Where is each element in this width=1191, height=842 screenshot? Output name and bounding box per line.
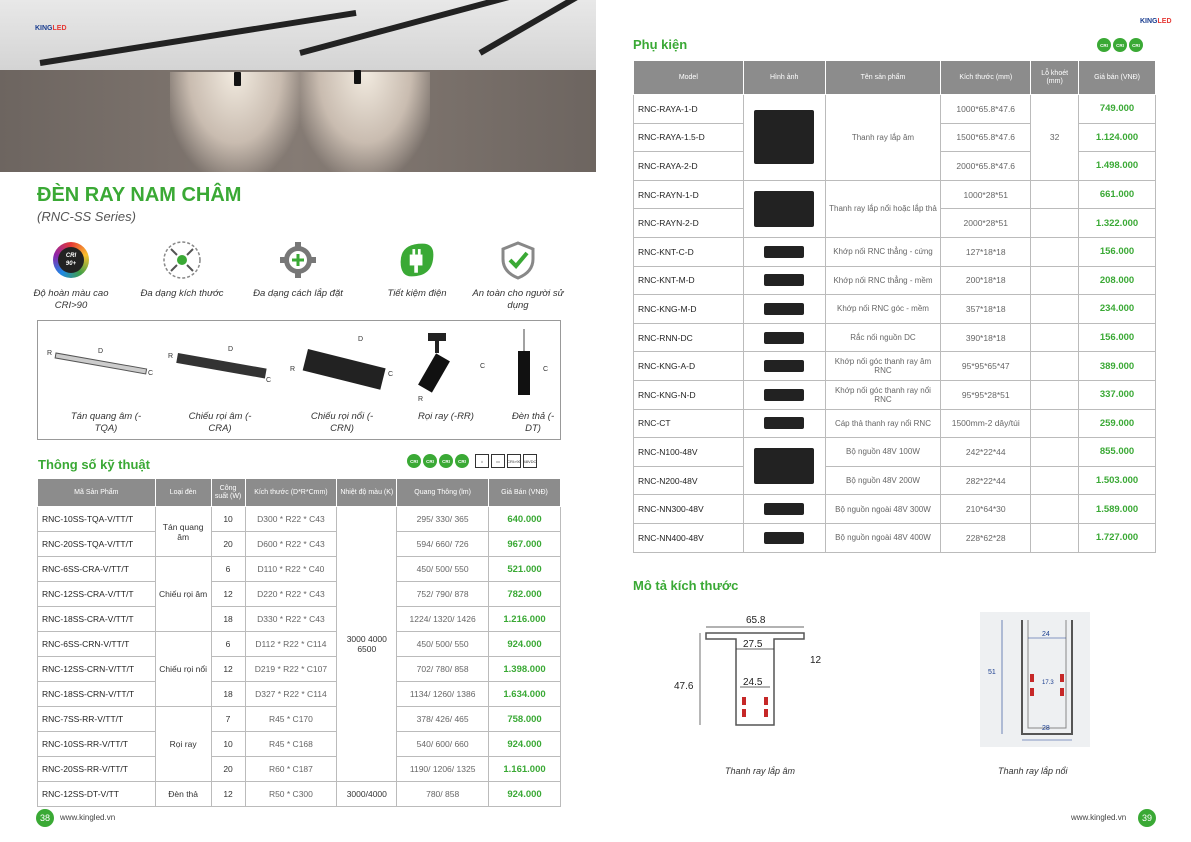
size-cell: R45 * C168 (245, 732, 337, 757)
price-cell: 1.398.000 (489, 657, 561, 682)
size-cell: 210*64*30 (941, 495, 1031, 524)
model-cell: RNC-RNN-DC (634, 323, 744, 352)
power-cell: 20 (211, 757, 245, 782)
svg-text:24: 24 (1042, 631, 1050, 638)
spec-row (38, 532, 561, 557)
shield-check-icon (498, 240, 538, 280)
cra-image (168, 346, 271, 384)
price-cell: 924.000 (489, 632, 561, 657)
cutout-cell (1031, 237, 1079, 266)
power-cell: 12 (211, 582, 245, 607)
price-cell: 208.000 (1079, 266, 1156, 295)
cct-cell: 3000/4000 (337, 782, 397, 807)
svg-text:R: R (47, 350, 53, 357)
product-name-cell: Thanh ray lắp nổi hoặc lắp thả (825, 180, 941, 237)
size-cell: D219 * R22 * C107 (245, 657, 337, 682)
accessory-row (634, 409, 1156, 438)
power-cell: 10 (211, 507, 245, 532)
price-cell: 156.000 (1079, 323, 1156, 352)
dt-image (518, 329, 548, 395)
eco-badge-icon: CRI (455, 454, 469, 468)
spec-row (38, 557, 561, 582)
size-cell: 357*18*18 (941, 295, 1031, 324)
model-cell: RNC-RAYA-1-D (634, 95, 744, 124)
spec-row (38, 507, 561, 532)
size-cell: 1000*65.8*47.6 (941, 95, 1031, 124)
caption-surface: Thanh ray lắp nổi (998, 766, 1068, 776)
lumen-cell: 1224/ 1320/ 1426 (397, 607, 489, 632)
svg-text:65.8: 65.8 (746, 615, 766, 626)
price-cell: 234.000 (1079, 295, 1156, 324)
size-cell: 200*18*18 (941, 266, 1031, 295)
external-driver-image (743, 495, 825, 524)
spec-row (38, 682, 561, 707)
cutout-cell (1031, 352, 1079, 381)
power-cell: 12 (211, 657, 245, 682)
cutout-cell (1031, 380, 1079, 409)
model-cell: RNC-KNG-A-D (634, 352, 744, 381)
website-left: www.kingled.vn (60, 813, 116, 822)
model-cell: RNC-6SS-CRA-V/TT/T (38, 557, 156, 582)
lumen-cell: 450/ 500/ 550 (397, 632, 489, 657)
size-cell: 2000*65.8*47.6 (941, 152, 1031, 181)
corner-recessed-image (743, 352, 825, 381)
price-cell: 1.498.000 (1079, 152, 1156, 181)
eco-badge-icon: CRI (1113, 38, 1127, 52)
model-cell: RNC-18SS-CRA-V/TT/T (38, 607, 156, 632)
power-cell: 18 (211, 607, 245, 632)
accessory-row (634, 438, 1156, 467)
price-cell: 1.161.000 (489, 757, 561, 782)
price-cell: 749.000 (1079, 95, 1156, 124)
feature-safety: An toàn cho người sử dụng (463, 240, 573, 312)
caption-recessed: Thanh ray lắp âm (725, 766, 796, 776)
size-cell: R50 * C300 (245, 782, 337, 807)
cutout-cell (1031, 438, 1079, 467)
size-cell: 95*95*65*47 (941, 352, 1031, 381)
svg-text:C: C (543, 366, 549, 373)
model-cell: RNC-N100-48V (634, 438, 744, 467)
svg-text:24.5: 24.5 (743, 677, 763, 688)
svg-text:C: C (388, 371, 394, 378)
external-driver-image (743, 523, 825, 552)
price-cell: 337.000 (1079, 380, 1156, 409)
price-cell: 156.000 (1079, 237, 1156, 266)
accessory-row (634, 466, 1156, 495)
model-cell: RNC-18SS-CRN-V/TT/T (38, 682, 156, 707)
variant-rr: Rọi ray (-RR) (418, 411, 474, 422)
brand-logo-right: KINGLED (1140, 18, 1172, 25)
power-cell: 7 (211, 707, 245, 732)
accessory-row (634, 352, 1156, 381)
model-cell: RNC-CT (634, 409, 744, 438)
website-right: www.kingled.vn (1071, 813, 1127, 822)
model-cell: RNC-6SS-CRN-V/TT/T (38, 632, 156, 657)
arrows-in-icon (162, 240, 202, 280)
variant-tqa: Tán quang âm (-TQA) (70, 411, 142, 434)
svg-text:27.5: 27.5 (743, 639, 763, 650)
size-cell: D220 * R22 * C43 (245, 582, 337, 607)
price-cell: 1.503.000 (1079, 466, 1156, 495)
svg-text:R: R (418, 396, 424, 401)
svg-text:47.6: 47.6 (674, 681, 694, 692)
feature-install: Đa dạng cách lắp đặt (243, 240, 353, 300)
model-cell: RNC-KNG-M-D (634, 295, 744, 324)
price-cell: 924.000 (489, 782, 561, 807)
svg-text:D: D (358, 336, 364, 343)
size-cell: 242*22*44 (941, 438, 1031, 467)
house-icon: ⌂ (475, 454, 489, 468)
price-cell: 389.000 (1079, 352, 1156, 381)
voltage-box-icon: 48VDC (523, 454, 537, 468)
accessory-row (634, 95, 1156, 124)
size-cell: 127*18*18 (941, 237, 1031, 266)
straight-connector-image (743, 237, 825, 266)
lumen-cell: 780/ 858 (397, 782, 489, 807)
size-cell: D110 * R22 * C40 (245, 557, 337, 582)
svg-text:28: 28 (1042, 725, 1050, 732)
variant-cra: Chiếu rọi âm (-CRA) (188, 411, 252, 434)
model-cell: RNC-RAYA-2-D (634, 152, 744, 181)
price-cell: 967.000 (489, 532, 561, 557)
lumen-cell: 1190/ 1206/ 1325 (397, 757, 489, 782)
eco-badge-icon: CRI (1129, 38, 1143, 52)
lumen-cell: 1134/ 1260/ 1386 (397, 682, 489, 707)
eco-badge-icon: CRI (407, 454, 421, 468)
spec-row (38, 582, 561, 607)
accessories-header-row: Model Hình ảnh Tên sản phẩm Kích thước (mm) Lỗ khoét (mm) Giá bán (VNĐ) (634, 61, 1156, 95)
cri-icon: CRI 90+ (58, 247, 84, 273)
spec-section-title: Thông số kỹ thuật (38, 457, 150, 472)
type-cell: Đèn thả (155, 782, 211, 807)
size-cell: 95*95*28*51 (941, 380, 1031, 409)
product-name-cell: Khớp nối RNC thẳng - mềm (825, 266, 941, 295)
size-cell: 228*62*28 (941, 523, 1031, 552)
product-name-cell: Bộ nguồn 48V 200W (825, 466, 941, 495)
svg-text:R: R (290, 366, 296, 373)
surface-rail-drawing (980, 612, 1090, 747)
flex-connector-image (743, 266, 825, 295)
accessories-table (633, 60, 1156, 553)
spec-header-row: Mã Sản Phẩm Loại đèn Công suất (W) Kích thước (D*R*Cmm) Nhiệt độ màu (K) Quang Thông (lm) Giá Bán (VNĐ) (38, 479, 561, 507)
power-cell: 20 (211, 532, 245, 557)
product-name-cell: Khớp nối góc thanh ray âm RNC (825, 352, 941, 381)
page-number-left: 38 (36, 809, 54, 827)
accessories-title: Phụ kiện (633, 37, 688, 52)
size-cell: D600 * R22 * C43 (245, 532, 337, 557)
model-cell: RNC-12SS-DT-V/TT (38, 782, 156, 807)
accessory-row (634, 295, 1156, 324)
svg-text:C: C (480, 363, 486, 370)
crn-image (290, 336, 393, 390)
accessory-row (634, 323, 1156, 352)
cutout-cell (1031, 180, 1079, 209)
model-cell: RNC-KNT-M-D (634, 266, 744, 295)
model-cell: RNC-KNG-N-D (634, 380, 744, 409)
series-subtitle: (RNC-SS Series) (37, 209, 136, 224)
model-cell: RNC-10SS-RR-V/TT/T (38, 732, 156, 757)
spec-row (38, 732, 561, 757)
product-name-cell: Bộ nguồn ngoài 48V 400W (825, 523, 941, 552)
gear-plus-icon (278, 240, 318, 280)
power-cell: 12 (211, 782, 245, 807)
type-cell: Chiếu rọi âm (155, 557, 211, 632)
power-cell: 10 (211, 732, 245, 757)
rail-recessed-image (743, 95, 825, 181)
type-cell: Tán quang âm (155, 507, 211, 557)
page-number-right: 39 (1138, 809, 1156, 827)
cutout-cell (1031, 495, 1079, 524)
size-cell: D112 * R22 * C114 (245, 632, 337, 657)
accessory-row (634, 237, 1156, 266)
hero-photo (0, 0, 596, 172)
spec-row (38, 632, 561, 657)
svg-text:C: C (148, 370, 154, 377)
size-cell: D330 * R22 * C43 (245, 607, 337, 632)
model-cell: RNC-12SS-CRN-V/TT/T (38, 657, 156, 682)
cutout-cell (1031, 295, 1079, 324)
size-cell: D327 * R22 * C114 (245, 682, 337, 707)
plug-leaf-icon (397, 240, 437, 280)
spec-table (37, 478, 561, 807)
lumen-cell: 378/ 426/ 465 (397, 707, 489, 732)
price-cell: 1.216.000 (489, 607, 561, 632)
power-cell: 18 (211, 682, 245, 707)
spec-row (38, 657, 561, 682)
size-cell: 1500*65.8*47.6 (941, 123, 1031, 152)
size-cell: R60 * C187 (245, 757, 337, 782)
lumen-cell: 594/ 660/ 726 (397, 532, 489, 557)
product-variants-box (37, 320, 561, 440)
eco-badge-icon: CRI (423, 454, 437, 468)
price-cell: 1.322.000 (1079, 209, 1156, 238)
power-cell: 6 (211, 557, 245, 582)
price-cell: 661.000 (1079, 180, 1156, 209)
product-name-cell: Bộ nguồn 48V 100W (825, 438, 941, 467)
model-cell: RNC-10SS-TQA-V/TT/T (38, 507, 156, 532)
price-cell: 1.589.000 (1079, 495, 1156, 524)
price-cell: 924.000 (489, 732, 561, 757)
size-cell: 1000*28*51 (941, 180, 1031, 209)
product-name-cell: Cáp thả thanh ray nổi RNC (825, 409, 941, 438)
feature-energy: Tiết kiệm điện (362, 240, 472, 300)
product-name-cell: Rắc nối nguồn DC (825, 323, 941, 352)
lumen-cell: 702/ 780/ 858 (397, 657, 489, 682)
page-title: ĐÈN RAY NAM CHÂM (37, 184, 242, 206)
accessory-row (634, 523, 1156, 552)
svg-text:12: 12 (810, 655, 822, 666)
type-cell: Rọi ray (155, 707, 211, 782)
corner-flex-image (743, 295, 825, 324)
brand-logo: KINGLED (35, 25, 67, 32)
product-name-cell: Khớp nối RNC thẳng - cứng (825, 237, 941, 266)
spec-row (38, 707, 561, 732)
accessory-row (634, 495, 1156, 524)
eco-badge-icon: CRI (439, 454, 453, 468)
model-cell: RNC-N200-48V (634, 466, 744, 495)
svg-text:C: C (266, 377, 272, 384)
price-cell: 259.000 (1079, 409, 1156, 438)
accessory-row (634, 380, 1156, 409)
type-cell: Chiếu rọi nổi (155, 632, 211, 707)
feature-sizes: Đa dạng kích thước (127, 240, 237, 300)
cutout-cell (1031, 209, 1079, 238)
rail-icon: ▭ (491, 454, 505, 468)
size-cell: 2000*28*51 (941, 209, 1031, 238)
price-cell: 782.000 (489, 582, 561, 607)
dc-plug-image (743, 323, 825, 352)
rail-surface-image (743, 180, 825, 237)
size-cell: 390*18*18 (941, 323, 1031, 352)
certification-badges (407, 454, 537, 468)
price-cell: 1.124.000 (1079, 123, 1156, 152)
eco-badge-icon: CRI (1097, 38, 1111, 52)
accessory-row (634, 266, 1156, 295)
lumen-cell: 295/ 330/ 365 (397, 507, 489, 532)
variant-crn: Chiếu rọi nổi (-CRN) (310, 411, 374, 434)
price-cell: 521.000 (489, 557, 561, 582)
variant-dt: Đèn thả (-DT) (511, 411, 555, 434)
size-cell: D300 * R22 * C43 (245, 507, 337, 532)
cutout-cell: 32 (1031, 95, 1079, 181)
spec-row (38, 757, 561, 782)
cutout-cell (1031, 266, 1079, 295)
lumen-cell: 450/ 500/ 550 (397, 557, 489, 582)
svg-text:51: 51 (988, 669, 996, 676)
price-cell: 640.000 (489, 507, 561, 532)
model-cell: RNC-20SS-TQA-V/TT/T (38, 532, 156, 557)
accessory-row (634, 180, 1156, 209)
corner-surface-image (743, 380, 825, 409)
model-cell: RNC-12SS-CRA-V/TT/T (38, 582, 156, 607)
tqa-image (47, 348, 153, 377)
product-name-cell: Thanh ray lắp âm (825, 95, 941, 181)
cutout-cell (1031, 466, 1079, 495)
price-cell: 1.634.000 (489, 682, 561, 707)
feature-cri: CRI 90+ Độ hoàn màu cao CRI>90 (16, 240, 126, 312)
model-cell: RNC-7SS-RR-V/TT/T (38, 707, 156, 732)
model-cell: RNC-RAYN-1-D (634, 180, 744, 209)
spec-row (38, 782, 561, 807)
model-cell: RNC-20SS-RR-V/TT/T (38, 757, 156, 782)
product-name-cell: Khớp nối RNC góc - mềm (825, 295, 941, 324)
product-name-cell: Bộ nguồn ngoài 48V 300W (825, 495, 941, 524)
size-cell: 1500mm-2 dây/túi (941, 409, 1031, 438)
cct-cell: 3000 4000 6500 (337, 507, 397, 782)
cri-box-icon: CRI>90 (507, 454, 521, 468)
model-cell: RNC-RAYN-2-D (634, 209, 744, 238)
cable-kit-image (743, 409, 825, 438)
right-badges (1097, 38, 1143, 52)
size-cell: 282*22*44 (941, 466, 1031, 495)
spec-row (38, 607, 561, 632)
model-cell: RNC-KNT-C-D (634, 237, 744, 266)
lumen-cell: 752/ 790/ 878 (397, 582, 489, 607)
rr-image (418, 333, 485, 401)
cutout-cell (1031, 409, 1079, 438)
recessed-rail-drawing (670, 605, 840, 755)
product-name-cell: Khớp nối góc thanh ray nổi RNC (825, 380, 941, 409)
svg-text:17.3: 17.3 (1042, 680, 1054, 686)
cutout-cell (1031, 523, 1079, 552)
model-cell: RNC-NN300-48V (634, 495, 744, 524)
svg-text:D: D (228, 346, 234, 353)
power-cell: 6 (211, 632, 245, 657)
size-cell: R45 * C170 (245, 707, 337, 732)
lumen-cell: 540/ 600/ 660 (397, 732, 489, 757)
svg-text:R: R (168, 353, 174, 360)
driver-48v-image (743, 438, 825, 495)
model-cell: RNC-RAYA-1.5-D (634, 123, 744, 152)
price-cell: 855.000 (1079, 438, 1156, 467)
dimensions-title: Mô tả kích thước (633, 578, 739, 593)
svg-text:D: D (98, 348, 104, 355)
model-cell: RNC-NN400-48V (634, 523, 744, 552)
price-cell: 1.727.000 (1079, 523, 1156, 552)
price-cell: 758.000 (489, 707, 561, 732)
cutout-cell (1031, 323, 1079, 352)
